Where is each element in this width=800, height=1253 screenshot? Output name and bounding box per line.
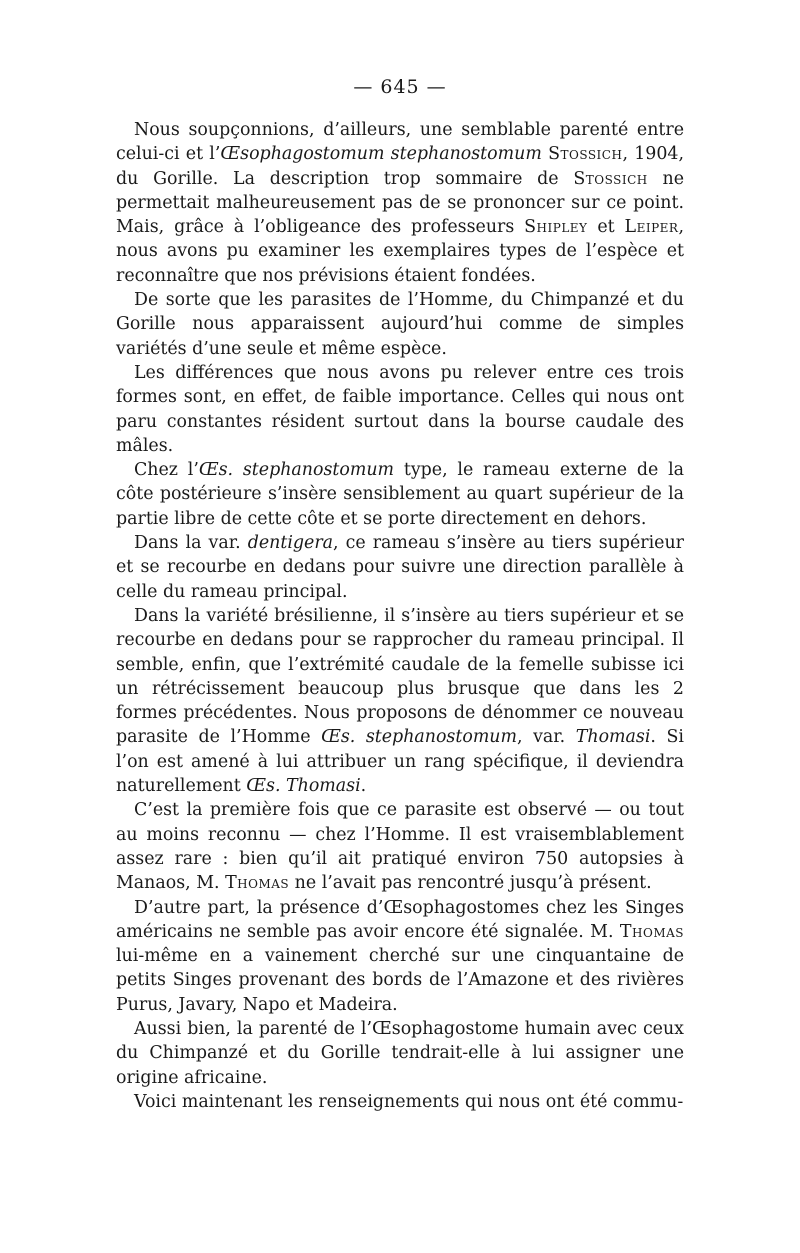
paragraph [116, 798, 684, 895]
paragraph [116, 361, 684, 458]
small-caps-name: Stossich [548, 144, 623, 165]
paragraph [116, 1017, 684, 1090]
italic-text: Œs. stephanostomum [198, 460, 395, 481]
paragraph [116, 458, 684, 531]
text-run: ne permettait malheureusement pas de se prononcer sur ce point. Mais, grâce à l’obligeance des professeurs [116, 168, 684, 238]
text-run: C’est la première fois que ce parasite est observé — ou tout au moins reconnu — chez l’Homme. Il est vraisemblablement assez rare : bien qu’il ait pratiqué environ 750 autopsies à Manaos, M. [116, 800, 684, 894]
italic-text: dentigera [247, 533, 334, 554]
text-run: Nous soupçonnions, d’ailleurs, une semblable parenté entre celui-ci et l’ [116, 120, 684, 165]
text-run: , ce rameau s’insère au tiers supérieur et se recourbe en dedans pour suivre une direction parallèle à celle du rameau principal. [116, 533, 684, 602]
text-run: , var. [517, 727, 576, 748]
text-run: Voici maintenant les renseignements qui nous ont été commu- [134, 1091, 684, 1112]
small-caps-name: Leiper [624, 217, 679, 238]
text-run: , 1904, du Gorille. La description trop sommaire de [116, 144, 684, 189]
italic-text: Œsophagostomum stephanostomum [220, 144, 542, 165]
page-number: — 645 — [353, 76, 447, 98]
text-run: D’autre part, la présence d’Œsophagostomes chez les Singes américains ne semble pas avoir encore été signalée. M. [116, 897, 684, 942]
text-run: Chez l’ [134, 460, 199, 481]
italic-text: Œs. Thomasi [246, 776, 361, 797]
paragraph [116, 118, 684, 288]
text-run: De sorte que les parasites de l’Homme, du Chimpanzé et du Gorille nous apparaissent aujourd’hui comme de simples variétés d’une seule et même espèce. [116, 290, 684, 359]
text-run: et [587, 217, 625, 238]
small-caps-name: Thomas [619, 921, 684, 942]
text-run: ne l’avait pas rencontré jusqu’à présent. [289, 873, 652, 894]
text-run: , nous avons pu examiner les exemplaires types de l’espèce et reconnaître que nos prévisions étaient fondées. [116, 217, 684, 286]
text-run: Dans la var. [134, 533, 248, 554]
paragraph [116, 1090, 684, 1114]
small-caps-name: Stossich [573, 168, 648, 189]
italic-text: Thomasi [575, 727, 651, 748]
paragraph [116, 604, 684, 798]
text-run: . Si l’on est amené à lui attribuer un rang spécifique, il deviendra naturellement [116, 727, 684, 797]
paragraph [116, 896, 684, 1017]
text-run: type, le rameau externe de la côte postérieure s’insère sensiblement au quart supérieur de la partie libre de cette côte et se porte directement en dehors. [116, 460, 684, 529]
paragraph [116, 288, 684, 361]
text-run: Dans la variété brésilienne, il s’insère au tiers supérieur et se recourbe en dedans pour se rapprocher du rameau principal. Il semble, enfin, que l’extrémité caudale de la femelle subisse ici un rétrécissement beaucoup plus brusque que dans les 2 formes précédentes. Nous proposons de dénommer ce nouveau parasite de l’Homme [116, 605, 684, 748]
text-run: Aussi bien, la parenté de l’Œsophagostome humain avec ceux du Chimpanzé et du Gorille tendrait-elle à lui assigner une origine africaine. [116, 1018, 684, 1088]
text-run: . [360, 776, 367, 797]
small-caps-name: Thomas [225, 873, 290, 894]
text-run: lui-même en a vainement cherché sur une cinquantaine de petits Singes provenant des bords de l’Amazone et des rivières Purus, Javary, Napo et Madeira. [116, 946, 684, 1015]
text-run: Les différences que nous avons pu relever entre ces trois formes sont, en effet, de faible importance. Celles qui nous ont paru constantes résident surtout dans la bourse caudale des mâles. [116, 362, 684, 456]
article-body [116, 118, 684, 1114]
paragraph [116, 531, 684, 604]
small-caps-name: Shipley [524, 217, 588, 238]
italic-text: Œs. stephanostomum [321, 727, 517, 748]
